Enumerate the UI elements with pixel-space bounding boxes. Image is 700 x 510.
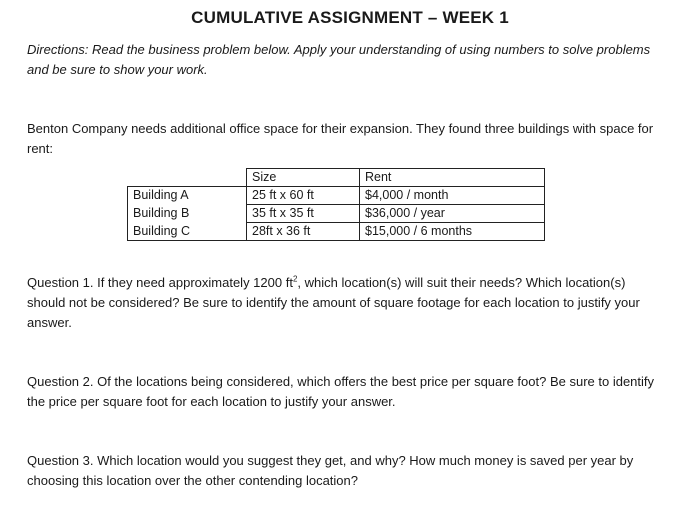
table-header-row <box>128 169 545 187</box>
table-header-cell: Size <box>247 169 360 187</box>
question-2: Question 2. Of the locations being considered, which offers the best price per square foot? Be sure to identify the price per square foot for each location to justify your answer. <box>27 374 655 409</box>
table-row <box>128 223 545 241</box>
table-row <box>128 187 545 205</box>
question-1 <box>27 273 657 333</box>
table-header-cell: Rent <box>360 169 545 187</box>
table-header-cell <box>128 169 247 187</box>
question-1-text-end: , which location(s) will suit their needs? Which location(s) should not be considered? Be sure to identify the amount of square footage for each location to justify your answer. <box>27 275 640 330</box>
table-cell: 35 ft x 35 ft <box>247 205 360 223</box>
table-cell: 25 ft x 60 ft <box>247 187 360 205</box>
table-cell: Building C <box>128 223 247 241</box>
question-3: Question 3. Which location would you suggest they get, and why? How much money is saved per year by choosing this location over the other contending location? <box>27 453 634 488</box>
table-cell: $15,000 / 6 months <box>360 223 545 241</box>
table-cell: Building B <box>128 205 247 223</box>
directions-text: Directions: Read the business problem below. Apply your understanding of using numbers to solve problems and be sure to show your work. <box>27 42 651 77</box>
table-row <box>128 205 545 223</box>
table-cell: 28ft x 36 ft <box>247 223 360 241</box>
squared-superscript: 2 <box>292 274 298 284</box>
problem-intro: Benton Company needs additional office space for their expansion. They found three buildings with space for rent: <box>27 121 654 156</box>
table-cell: Building A <box>128 187 247 205</box>
table-cell: $4,000 / month <box>360 187 545 205</box>
table-cell: $36,000 / year <box>360 205 545 223</box>
question-1-text-start: Question 1. If they need approximately 1200 ft <box>27 275 293 290</box>
assignment-title: CUMULATIVE ASSIGNMENT – WEEK 1 <box>191 8 509 27</box>
building-rent-table <box>127 168 545 241</box>
